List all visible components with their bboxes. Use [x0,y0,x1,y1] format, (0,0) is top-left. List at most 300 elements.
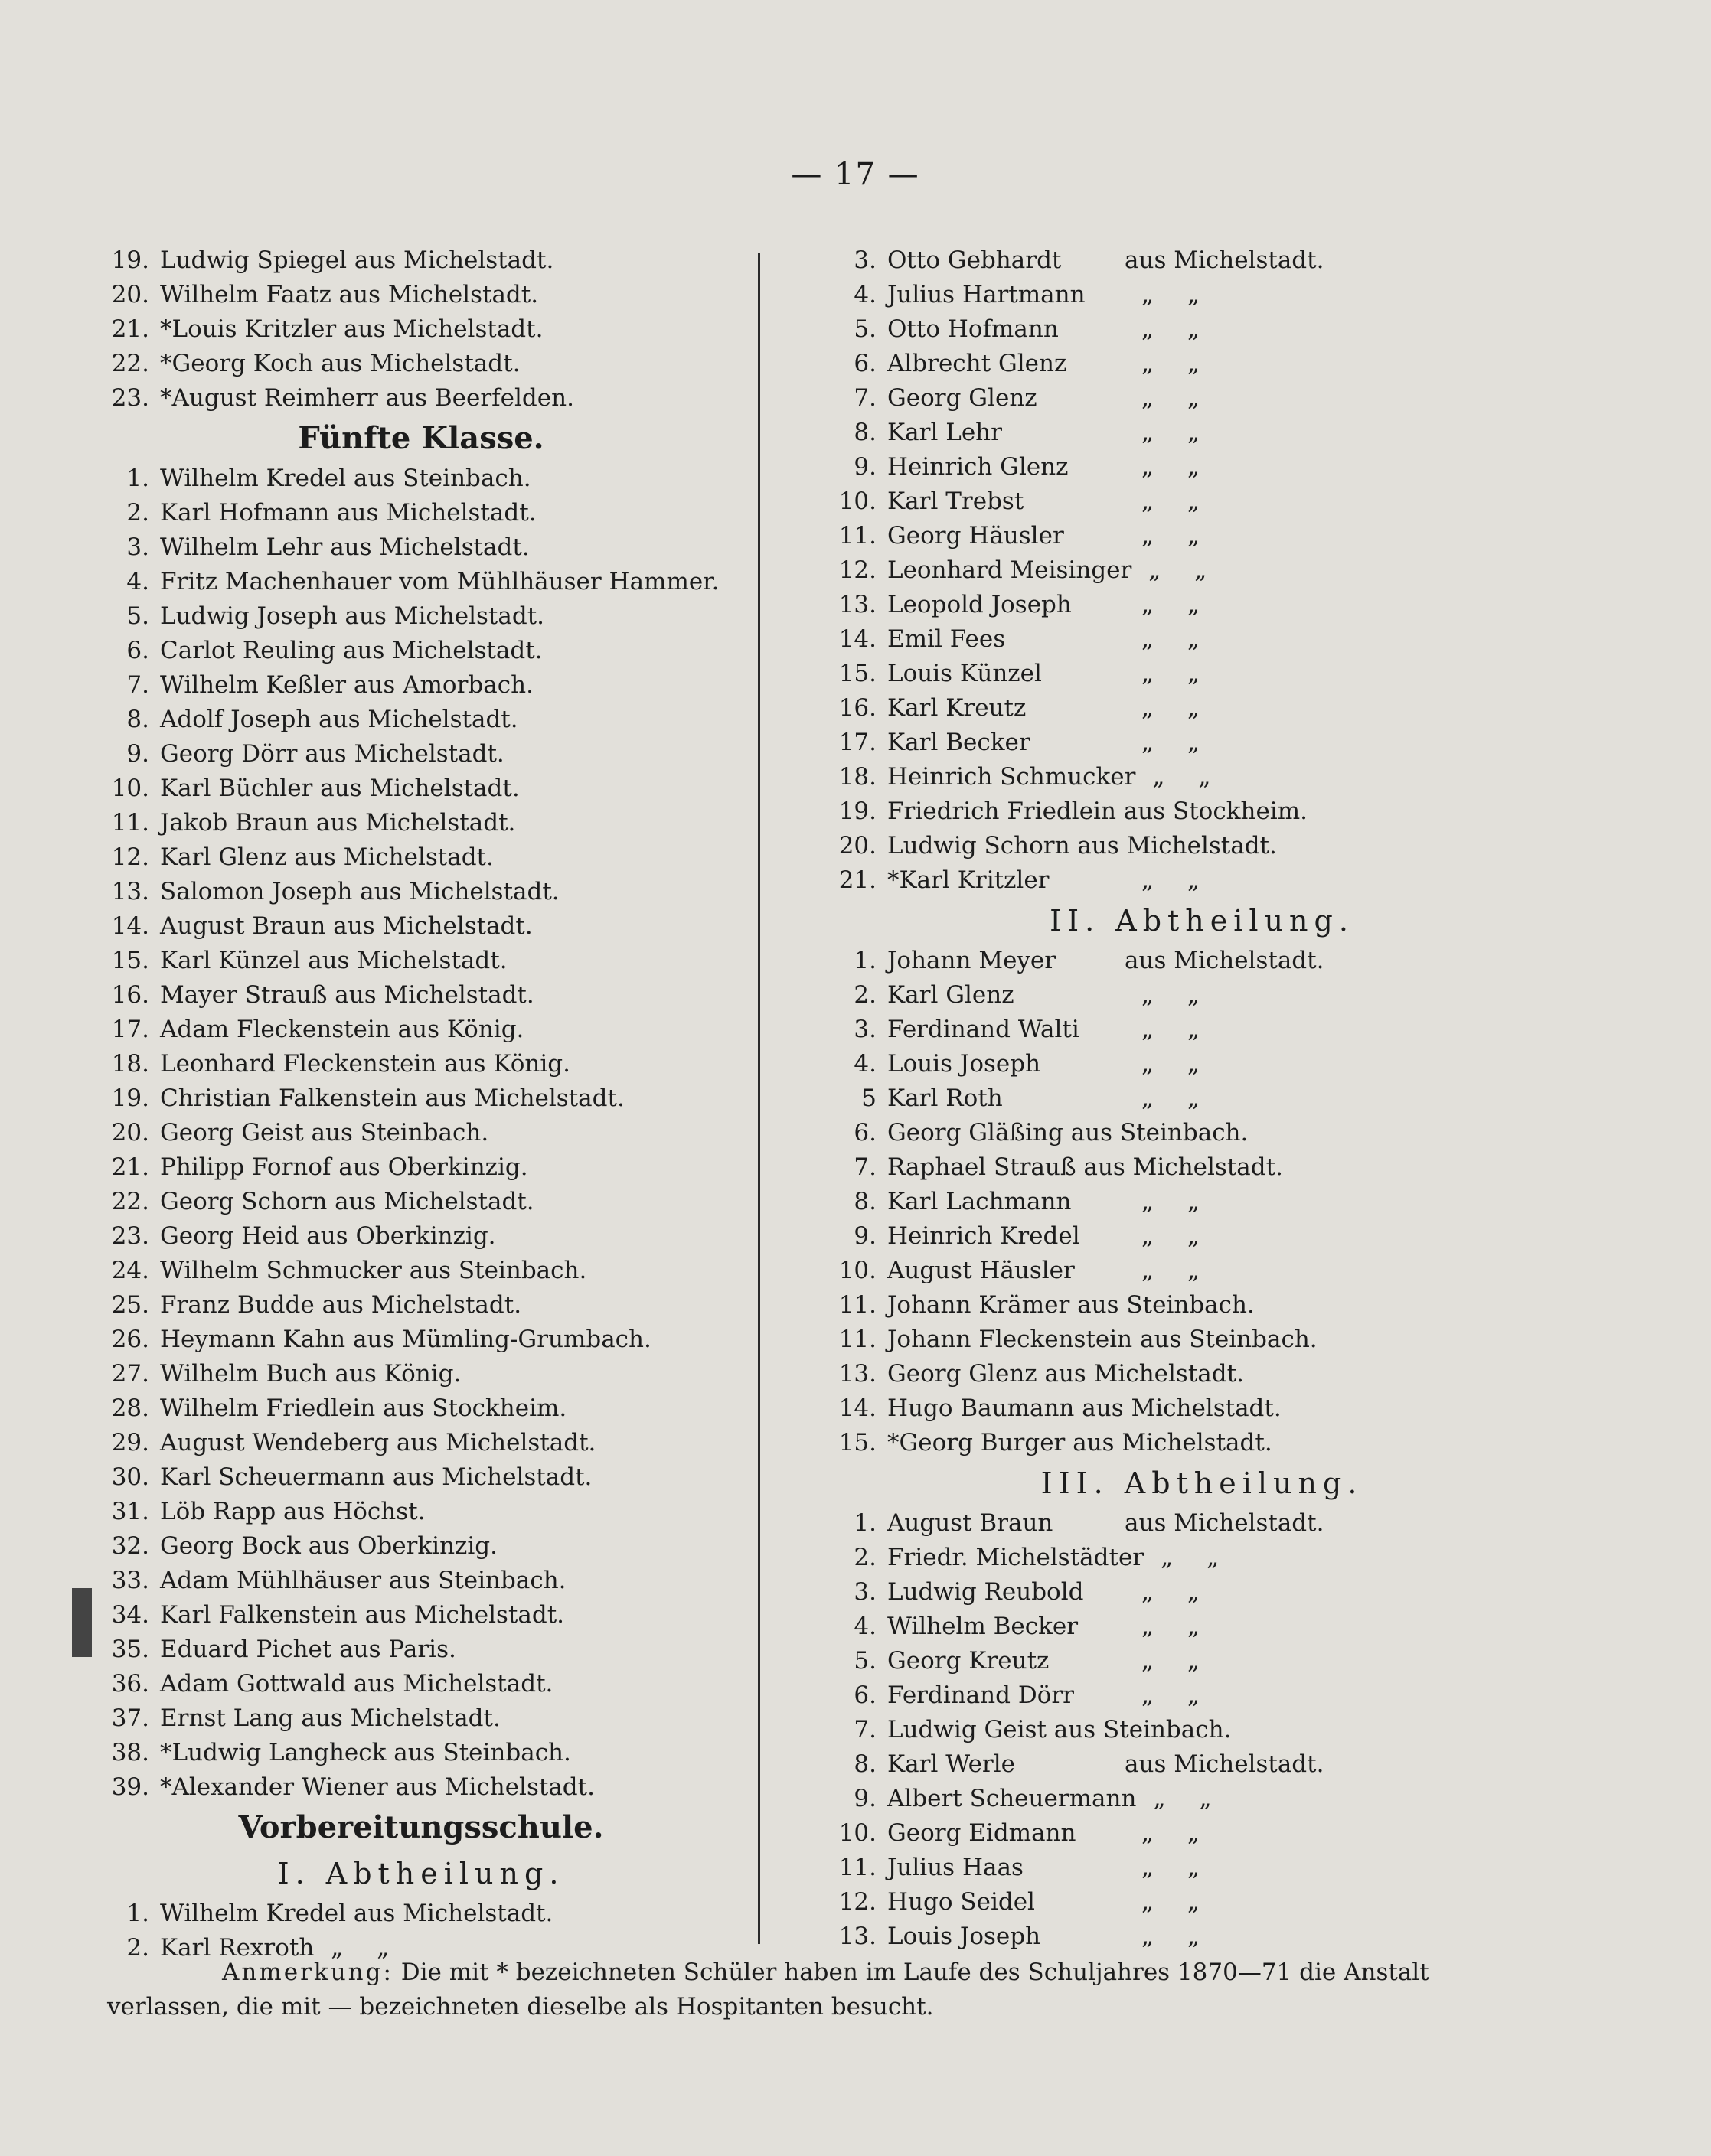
item-number: 16. [838,694,877,722]
list-item [92,634,750,668]
item-text: Christian Falkenstein aus Michelstadt. [160,1085,625,1112]
item-number: 36. [111,1670,149,1698]
ditto-mark: „ [1141,488,1154,515]
student-name: Ludwig Reubold [887,1578,1084,1606]
ditto-mark: „ [1187,1888,1200,1916]
item-number: 17. [111,1016,149,1043]
item-text: Adolf Joseph aus Michelstadt. [160,706,518,733]
list-item [92,496,750,530]
item-text: Jakob Braun aus Michelstadt. [160,809,516,837]
item-text: Karl Hofmann aus Michelstadt. [160,499,537,527]
list-item [92,1460,750,1495]
item-number: 11. [838,1291,877,1319]
ditto-mark: „ [1199,1785,1212,1812]
item-text: Karl Falkenstein aus Michelstadt. [160,1601,565,1629]
list-item [92,1598,750,1632]
student-name: Ludwig Schorn aus Michelstadt. [887,832,1277,859]
student-name: Karl Becker [887,729,1030,756]
item-number: 2. [854,981,877,1009]
item-number: 30. [111,1463,149,1491]
ditto-mark: „ [1187,866,1200,894]
ditto-mark: „ [1141,1016,1154,1043]
list-item [92,771,750,806]
item-number: 27. [111,1360,149,1388]
item-number: 3. [126,533,149,561]
list-item [92,243,750,278]
item-number: 15. [838,1429,877,1456]
item-number: 18. [111,1050,149,1078]
item-number: 29. [111,1429,149,1456]
item-number: 31. [111,1498,149,1525]
item-number: 2. [854,1544,877,1571]
list-item [92,1047,750,1081]
list-item [819,1610,1585,1644]
ditto-mark: „ [1141,866,1154,894]
item-number: 3. [854,1016,877,1043]
list-item [819,794,1585,829]
list-item [92,1495,750,1529]
item-number: 2. [126,499,149,527]
list-item [92,806,750,840]
ditto-mark: „ [1187,591,1200,618]
ditto-mark: „ [377,1934,390,1962]
item-text: Karl Rexroth [160,1934,315,1962]
ditto-mark: „ [1187,384,1200,412]
list-item [92,840,750,875]
list-item [819,657,1585,691]
item-number: 3. [854,246,877,274]
item-number: 16. [111,981,149,1009]
list-item [819,1391,1585,1426]
list-item [819,1920,1585,1954]
item-number: 2. [126,1934,149,1962]
ditto-mark: „ [1187,660,1200,687]
item-text: Wilhelm Friedlein aus Stockheim. [160,1394,567,1422]
student-name: Karl Werle [887,1750,1015,1778]
ditto-mark: „ [1187,488,1200,515]
ditto-mark: „ [1187,453,1200,481]
student-name: Karl Trebst [887,488,1024,515]
student-name: Ferdinand Dörr [887,1681,1075,1709]
item-number: 4. [854,1050,877,1078]
item-text: Wilhelm Kredel aus Michelstadt. [160,1900,553,1927]
list-item [819,588,1585,622]
item-number: 6. [126,637,149,664]
item-number: 17. [838,729,877,756]
item-number: 23. [111,1222,149,1250]
item-text: Löb Rapp aus Höchst. [160,1498,426,1525]
list-item [819,829,1585,863]
ditto-mark: „ [1141,1647,1154,1675]
item-number: 24. [111,1257,149,1284]
item-number: 6. [854,1119,877,1146]
list-item [92,909,750,944]
ditto-mark: „ [1141,1222,1154,1250]
student-name: Leonhard Meisinger [887,556,1132,584]
item-text: Ludwig Spiegel aus Michelstadt. [160,246,554,274]
list-item [92,312,750,347]
student-name: Leopold Joseph [887,591,1072,618]
item-number: 10. [111,775,149,802]
student-name: Louis Joseph [887,1923,1041,1950]
ditto-mark: „ [1187,1647,1200,1675]
item-number: 4. [126,568,149,595]
right-column [819,243,1585,1954]
item-text: Ludwig Joseph aus Michelstadt. [160,602,545,630]
item-number: 1. [854,947,877,974]
item-number: 6. [854,350,877,377]
item-number: 14. [838,625,877,653]
item-number: 14. [111,912,149,940]
item-number: 14. [838,1394,877,1422]
item-number: 8. [854,1750,877,1778]
ditto-mark: „ [1141,315,1154,343]
list-item [92,1116,750,1150]
ditto-mark: „ [1187,729,1200,756]
list-item [819,1678,1585,1713]
ditto-mark: „ [1148,556,1161,584]
item-number: 11. [111,809,149,837]
footnote-text-1: Die mit * bezeichneten Schüler haben im Laufe des Schuljahres 1870—71 die Anstalt [400,1959,1429,1986]
list-item [92,347,750,381]
page-number: — 17 — [791,157,920,192]
list-item [92,278,750,312]
item-number: 15. [838,660,877,687]
student-name: Johann Fleckenstein aus Steinbach. [887,1326,1318,1353]
item-number: 10. [838,1819,877,1847]
item-number: 4. [854,1613,877,1640]
list-item [819,1782,1585,1816]
ditto-mark: „ [331,1934,344,1962]
student-name: Ferdinand Walti [887,1016,1079,1043]
ditto-mark: „ [1187,1257,1200,1284]
ditto-mark: „ [1141,384,1154,412]
list-item [819,381,1585,416]
list-item [92,1564,750,1598]
ditto-mark: „ [1187,1819,1200,1847]
item-text: *Georg Koch aus Michelstadt. [160,350,521,377]
item-number: 7. [854,384,877,412]
list-item [92,978,750,1013]
student-name: Georg Glenz aus Michelstadt. [887,1360,1244,1388]
item-number: 4. [854,281,877,308]
student-name: *Georg Burger aus Michelstadt. [887,1429,1272,1456]
student-name: Heinrich Glenz [887,453,1069,481]
list-item [92,1288,750,1323]
student-name: August Häusler [887,1257,1075,1284]
list-item [819,1885,1585,1920]
list-item [92,668,750,703]
item-text: Philipp Fornof aus Oberkinzig. [160,1153,528,1181]
list-item [92,1185,750,1219]
student-name: Johann Meyer [887,947,1056,974]
student-name: Louis Künzel [887,660,1042,687]
student-name: Wilhelm Becker [887,1613,1079,1640]
list-item [92,599,750,634]
item-text: Salomon Joseph aus Michelstadt. [160,878,560,905]
ditto-mark: „ [1187,1681,1200,1709]
ditto-mark: „ [1207,1544,1220,1571]
ditto-mark: „ [1187,1923,1200,1950]
column-divider [758,253,760,1944]
student-name: Georg Glenz [887,384,1037,412]
student-name: Karl Roth [887,1085,1003,1112]
ditto-mark: „ [1141,660,1154,687]
item-number: 26. [111,1326,149,1353]
item-text: Adam Fleckenstein aus König. [160,1016,524,1043]
student-name: *Karl Kritzler [887,866,1050,894]
item-number: 19. [111,246,149,274]
student-name: Karl Lachmann [887,1188,1072,1215]
ditto-mark: „ [1141,591,1154,618]
item-number: 21. [111,1153,149,1181]
item-text: Georg Bock aus Oberkinzig. [160,1532,498,1560]
ditto-mark: „ [1141,1681,1154,1709]
ditto-mark: „ [1141,1923,1154,1950]
item-text: Karl Scheuermann aus Michelstadt. [160,1463,593,1491]
item-number: 7. [854,1153,877,1181]
list-item [819,416,1585,450]
student-name: Georg Eidmann [887,1819,1076,1847]
item-number: 6. [854,1681,877,1709]
ditto-mark: „ [1187,522,1200,550]
list-item [819,278,1585,312]
item-number: 12. [838,1888,877,1916]
list-item [819,1185,1585,1219]
student-name: Georg Gläßing aus Steinbach. [887,1119,1249,1146]
list-item [819,944,1585,978]
ditto-mark: „ [1141,522,1154,550]
item-number: 12. [111,843,149,871]
list-item [819,691,1585,726]
list-item [819,347,1585,381]
item-text: August Wendeberg aus Michelstadt. [160,1429,596,1456]
item-number: 19. [838,797,877,825]
ditto-mark: „ [1141,694,1154,722]
student-place: aus Michelstadt. [1125,947,1324,974]
student-name: Albrecht Glenz [887,350,1067,377]
list-item [819,1116,1585,1150]
student-place: aus Michelstadt. [1125,1509,1324,1537]
list-item [819,1506,1585,1541]
list-item [819,1747,1585,1782]
item-number: 20. [111,281,149,308]
ditto-mark: „ [1141,1188,1154,1215]
ditto-mark: „ [1187,350,1200,377]
item-number: 10. [838,488,877,515]
ditto-mark: „ [1187,1578,1200,1606]
item-text: Georg Heid aus Oberkinzig. [160,1222,496,1250]
student-name: Raphael Strauß aus Michelstadt. [887,1153,1283,1181]
item-number: 8. [854,1188,877,1215]
item-text: Mayer Strauß aus Michelstadt. [160,981,534,1009]
list-item [92,1323,750,1357]
student-name: Karl Lehr [887,419,1002,446]
list-item [819,622,1585,657]
list-item [819,1219,1585,1254]
item-text: Eduard Pichet aus Paris. [160,1636,456,1663]
ditto-mark: „ [1141,1819,1154,1847]
list-item [819,1541,1585,1575]
list-item [92,1391,750,1426]
item-text: August Braun aus Michelstadt. [160,912,533,940]
ditto-mark: „ [1187,1016,1200,1043]
item-number: 1. [126,1900,149,1927]
item-number: 39. [111,1773,149,1801]
list-item [92,1150,750,1185]
ditto-mark: „ [1141,625,1154,653]
item-number: 35. [111,1636,149,1663]
item-number: 34. [111,1601,149,1629]
list-item [819,1575,1585,1610]
list-item [92,737,750,771]
item-number: 18. [838,763,877,791]
ditto-mark: „ [1187,1188,1200,1215]
list-item [92,944,750,978]
footnote-label: Anmerkung: [222,1959,393,1986]
list-item [819,450,1585,484]
item-text: Wilhelm Faatz aus Michelstadt. [160,281,539,308]
item-number: 23. [111,384,149,412]
student-name: Friedr. Michelstädter [887,1544,1144,1571]
item-number: 13. [838,1360,877,1388]
section-heading: Fünfte Klasse. [298,420,544,456]
student-name: Karl Kreutz [887,694,1027,722]
item-text: *Alexander Wiener aus Michelstadt. [160,1773,595,1801]
list-item [819,1851,1585,1885]
list-item [819,1816,1585,1851]
item-number: 38. [111,1739,149,1766]
student-name: Friedrich Friedlein aus Stockheim. [887,797,1308,825]
student-name: Georg Kreutz [887,1647,1050,1675]
item-text: Wilhelm Keßler aus Amorbach. [160,671,534,699]
student-name: Hugo Seidel [887,1888,1035,1916]
item-number: 13. [111,878,149,905]
student-name: Louis Joseph [887,1050,1041,1078]
item-number: 33. [111,1567,149,1594]
list-item [819,1426,1585,1460]
list-item [92,1667,750,1701]
list-item [92,875,750,909]
list-item [92,1897,750,1931]
item-text: Wilhelm Kredel aus Steinbach. [160,465,531,492]
list-item [92,1219,750,1254]
item-number: 37. [111,1704,149,1732]
list-item [92,1529,750,1564]
ditto-mark: „ [1141,453,1154,481]
item-text: *Ludwig Langheck aus Steinbach. [160,1739,571,1766]
item-number: 15. [111,947,149,974]
item-number: 5 [861,1085,877,1112]
ditto-mark: „ [1187,1085,1200,1112]
subsection-heading: II. Abtheilung. [1050,904,1354,938]
student-name: Albert Scheuermann [887,1785,1137,1812]
margin-mark [72,1588,92,1657]
list-item [819,1150,1585,1185]
ditto-mark: „ [1141,1578,1154,1606]
item-text: Adam Gottwald aus Michelstadt. [160,1670,553,1698]
list-item [819,760,1585,794]
student-name: Emil Fees [887,625,1006,653]
student-name: Otto Hofmann [887,315,1059,343]
student-name: Ludwig Geist aus Steinbach. [887,1716,1232,1743]
item-number: 11. [838,522,877,550]
item-text: Karl Glenz aus Michelstadt. [160,843,494,871]
student-name: August Braun [887,1509,1053,1537]
list-item [819,243,1585,278]
ditto-mark: „ [1187,1050,1200,1078]
list-item [819,1047,1585,1081]
list-item [92,1632,750,1667]
ditto-mark: „ [1187,625,1200,653]
item-number: 8. [854,419,877,446]
item-number: 19. [111,1085,149,1112]
list-item [92,381,750,416]
list-item [819,1081,1585,1116]
item-number: 12. [838,556,877,584]
list-item [819,1013,1585,1047]
list-item [92,530,750,565]
ditto-mark: „ [1141,981,1154,1009]
item-number: 21. [838,866,877,894]
item-number: 25. [111,1291,149,1319]
list-item [92,462,750,496]
student-name: Karl Glenz [887,981,1014,1009]
list-item [92,1357,750,1391]
footnote [107,1955,1500,2024]
list-item [819,863,1585,898]
left-column [92,243,750,1965]
footnote-line-2: verlassen, die mit — bezeichneten dieselbe als Hospitanten besucht. [107,1993,934,2021]
ditto-mark: „ [1194,556,1207,584]
item-text: *Louis Kritzler aus Michelstadt. [160,315,544,343]
footnote-line-1 [107,1955,1500,1990]
subsection-heading: I. Abtheilung. [277,1857,565,1890]
item-number: 5. [854,315,877,343]
list-item [92,1426,750,1460]
item-number: 28. [111,1394,149,1422]
ditto-mark: „ [1187,419,1200,446]
list-item [92,1701,750,1736]
section-heading: Vorbereitungsschule. [238,1809,604,1845]
ditto-mark: „ [1141,1050,1154,1078]
item-number: 9. [854,453,877,481]
list-item [92,703,750,737]
student-name: Julius Hartmann [887,281,1086,308]
item-number: 1. [854,1509,877,1537]
student-name: Georg Häusler [887,522,1064,550]
item-number: 20. [111,1119,149,1146]
item-text: Heymann Kahn aus Mümling-Grumbach. [160,1326,651,1353]
ditto-mark: „ [1187,981,1200,1009]
item-number: 3. [854,1578,877,1606]
item-number: 1. [126,465,149,492]
list-item [92,565,750,599]
item-number: 13. [838,591,877,618]
student-name: Johann Krämer aus Steinbach. [887,1291,1255,1319]
item-number: 9. [854,1222,877,1250]
ditto-mark: „ [1187,281,1200,308]
item-text: Wilhelm Schmucker aus Steinbach. [160,1257,587,1284]
item-text: Franz Budde aus Michelstadt. [160,1291,522,1319]
item-number: 9. [126,740,149,768]
item-number: 22. [111,350,149,377]
list-item [92,1254,750,1288]
list-item [819,978,1585,1013]
ditto-mark: „ [1141,1854,1154,1881]
student-place: aus Michelstadt. [1125,1750,1324,1778]
list-item [819,1323,1585,1357]
